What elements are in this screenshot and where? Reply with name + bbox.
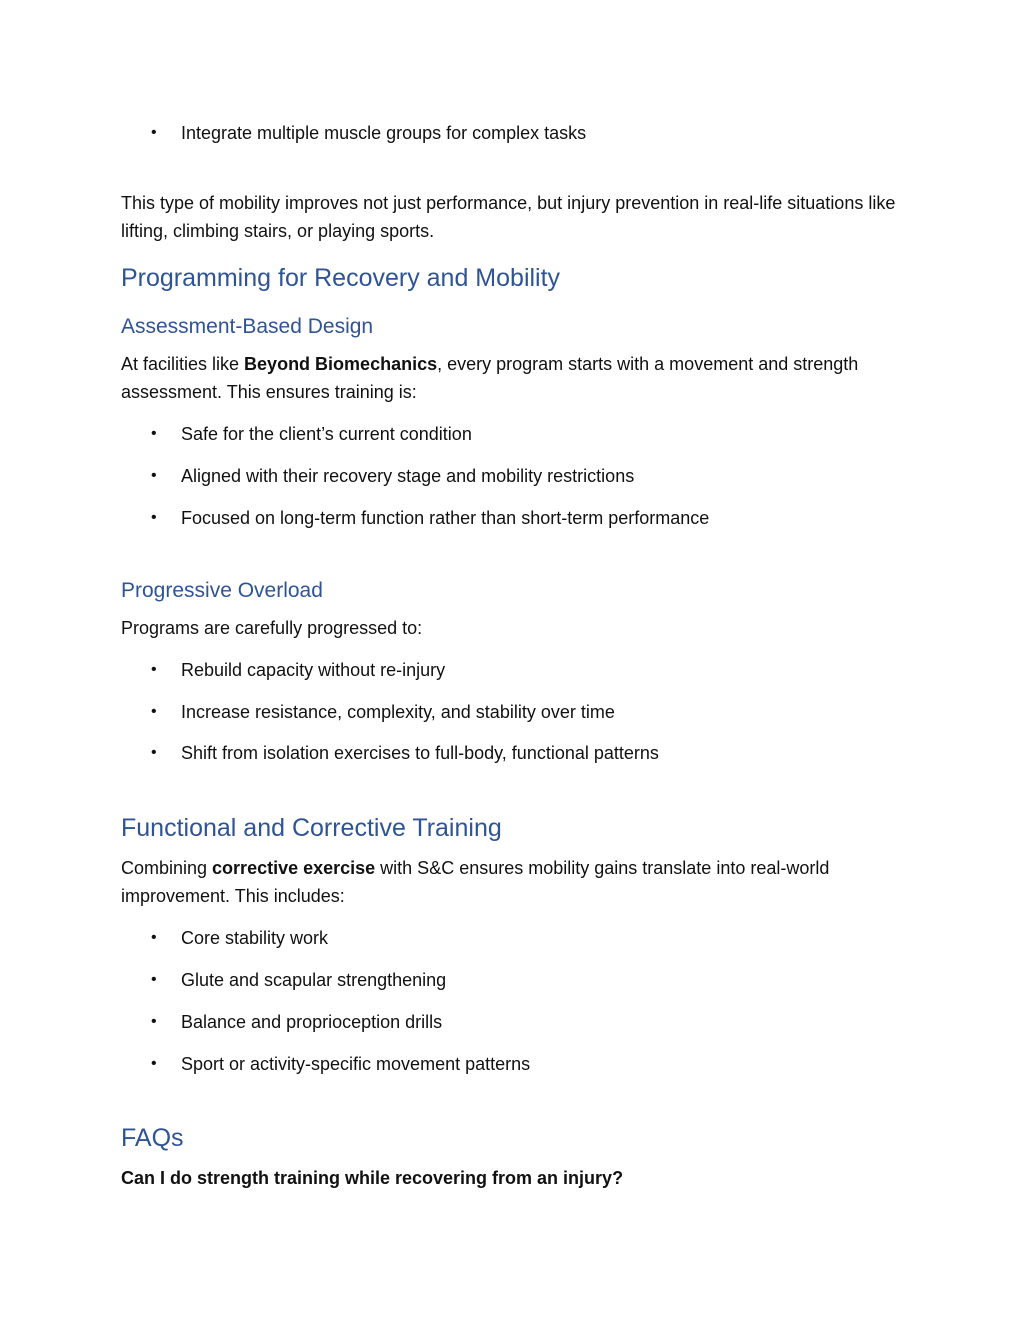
overload-paragraph: Programs are carefully progressed to: [121,618,423,638]
list-item-text: Rebuild capacity without re-injury [181,660,446,680]
list-item-text: Increase resistance, complexity, and stability over time [181,702,615,722]
list-item [121,120,911,146]
list-item-text: Aligned with their recovery stage and mobility restrictions [181,466,635,486]
list-item [121,1051,911,1077]
faq-question: Can I do strength training while recovering from an injury? [121,1168,624,1188]
bullet-icon: • [151,971,157,988]
subheading-overload: Progressive Overload [121,579,323,602]
section-heading-functional: Functional and Corrective Training [121,814,502,842]
list-item [121,740,911,766]
list-item [121,657,911,683]
list-item [121,421,911,447]
assessment-paragraph-start: At facilities like [121,354,245,374]
assessment-paragraph-end: , every program starts with a movement and strength assessment. This ensures training is: [121,354,859,402]
subheading-assessment: Assessment-Based Design [121,315,374,338]
list-item [121,463,911,489]
list-item-text: Integrate multiple muscle groups for complex tasks [181,123,587,143]
bullet-icon: • [151,1055,157,1072]
functional-paragraph-start: Combining [121,858,213,878]
bullet-icon: • [151,661,157,678]
functional-paragraph-end: with S&C ensures mobility gains translate into real-world improvement. This includes: [121,858,830,906]
list-item-text: Focused on long-term function rather than short-term performance [181,508,710,528]
bullet-icon: • [151,509,157,526]
bullet-icon: • [151,744,157,761]
list-item-text: Safe for the client’s current condition [181,424,472,444]
list-item-text: Glute and scapular strengthening [181,970,447,990]
list-item-text: Sport or activity-specific movement patterns [181,1054,531,1074]
bullet-icon: • [151,703,157,720]
facility-name: Beyond Biomechanics [244,354,438,374]
list-item-text: Balance and proprioception drills [181,1012,443,1032]
bullet-icon: • [151,425,157,442]
list-item [121,967,911,993]
list-item [121,925,911,951]
section-heading-faqs: FAQs [121,1124,184,1152]
functional-paragraph [121,854,911,910]
list-item [121,699,911,725]
intro-paragraph: This type of mobility improves not just performance, but injury prevention in real-life situations like lifting, climbing stairs, or playing sports. [121,193,896,241]
assessment-paragraph [121,350,911,406]
bullet-icon: • [151,467,157,484]
list-item-text: Shift from isolation exercises to full-body, functional patterns [181,743,659,763]
list-item-text: Core stability work [181,928,329,948]
bullet-icon: • [151,124,157,141]
bullet-icon: • [151,929,157,946]
bullet-icon: • [151,1013,157,1030]
corrective-exercise-term: corrective exercise [212,858,376,878]
list-item [121,505,911,531]
list-item [121,1009,911,1035]
section-heading-programming: Programming for Recovery and Mobility [121,264,561,292]
